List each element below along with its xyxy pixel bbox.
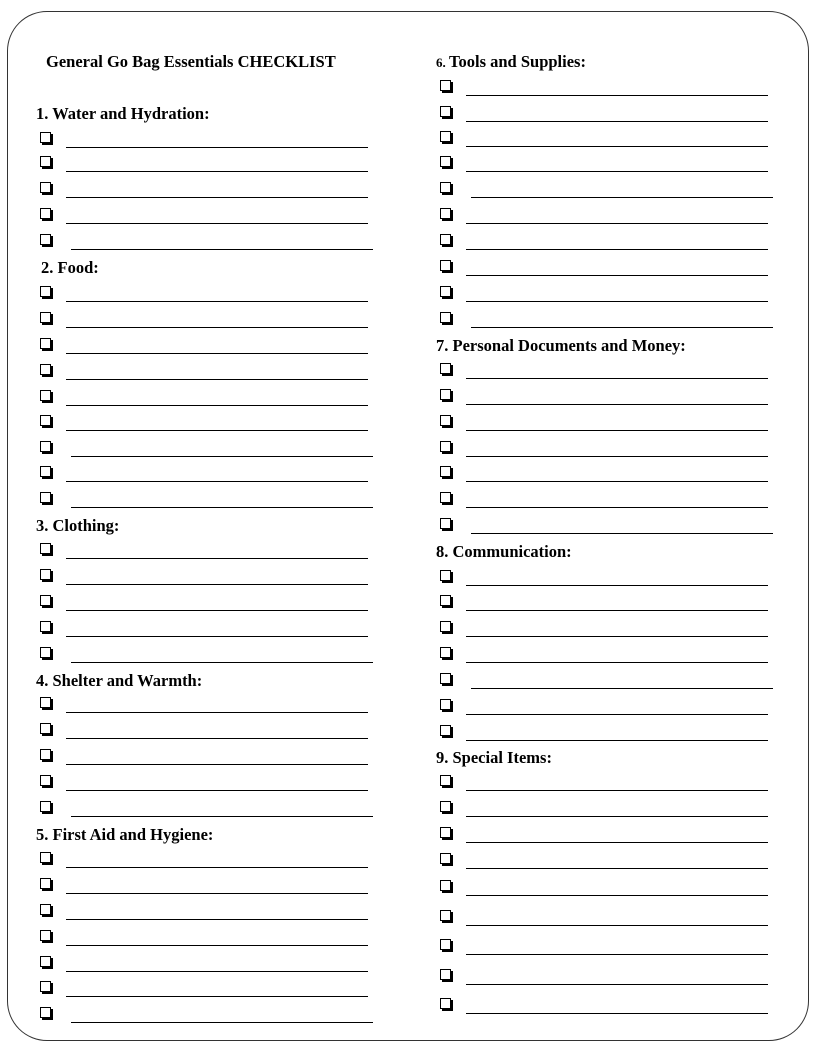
write-in-line[interactable] [466,404,768,405]
write-in-line[interactable] [466,378,768,379]
write-in-line[interactable] [466,740,768,741]
write-in-line[interactable] [66,712,368,713]
checkbox[interactable] [440,492,451,503]
write-in-line[interactable] [66,353,368,354]
checkbox[interactable] [440,234,451,245]
write-in-line[interactable] [466,507,768,508]
write-in-line[interactable] [466,662,768,663]
checkbox[interactable] [440,441,451,452]
checkbox[interactable] [40,1007,51,1018]
checkbox[interactable] [440,725,451,736]
write-in-line[interactable] [466,842,768,843]
checkbox[interactable] [40,182,51,193]
section-heading: 1. Water and Hydration: [36,104,210,123]
checkbox[interactable] [440,570,451,581]
checkbox[interactable] [440,853,451,864]
write-in-line[interactable] [66,996,368,997]
checkbox[interactable] [40,132,51,143]
checkbox[interactable] [440,286,451,297]
checkbox[interactable] [40,775,51,786]
checkbox[interactable] [440,260,451,271]
section-heading: 2. Food: [41,258,99,277]
write-in-line[interactable] [71,816,373,817]
checkbox[interactable] [440,699,451,710]
checkbox[interactable] [40,415,51,426]
checkbox[interactable] [440,106,451,117]
write-in-line[interactable] [466,868,768,869]
checkbox[interactable] [40,466,51,477]
write-in-line[interactable] [66,558,368,559]
section-heading: 4. Shelter and Warmth: [36,671,203,690]
checkbox[interactable] [40,390,51,401]
checkbox[interactable] [40,723,51,734]
write-in-line[interactable] [466,275,768,276]
write-in-line[interactable] [66,171,368,172]
checkbox[interactable] [40,878,51,889]
section-heading [436,52,586,72]
checkbox[interactable] [40,569,51,580]
checkbox[interactable] [40,749,51,760]
checkbox[interactable] [440,466,451,477]
checkbox[interactable] [440,969,451,980]
checkbox[interactable] [440,131,451,142]
write-in-line[interactable] [466,925,768,926]
checkbox[interactable] [40,981,51,992]
checkbox[interactable] [40,647,51,658]
write-in-line[interactable] [466,249,768,250]
checkbox[interactable] [440,389,451,400]
checkbox[interactable] [40,234,51,245]
write-in-line[interactable] [466,171,768,172]
checkbox[interactable] [40,312,51,323]
checkbox[interactable] [40,208,51,219]
checkbox[interactable] [440,880,451,891]
write-in-line[interactable] [66,919,368,920]
checkbox[interactable] [440,312,451,323]
write-in-line[interactable] [466,585,768,586]
checkbox[interactable] [440,775,451,786]
checkbox[interactable] [440,415,451,426]
write-in-line[interactable] [466,95,768,96]
write-in-line[interactable] [466,984,768,985]
write-in-line[interactable] [471,327,773,328]
write-in-line[interactable] [466,223,768,224]
write-in-line[interactable] [66,430,368,431]
section-number: 6. [436,55,449,70]
checkbox[interactable] [40,852,51,863]
checkbox[interactable] [440,998,451,1009]
checkbox[interactable] [40,801,51,812]
write-in-line[interactable] [66,971,368,972]
write-in-line[interactable] [466,121,768,122]
write-in-line[interactable] [66,610,368,611]
write-in-line[interactable] [466,146,768,147]
write-in-line[interactable] [66,147,368,148]
write-in-line[interactable] [466,456,768,457]
write-in-line[interactable] [471,688,773,689]
checkbox[interactable] [40,621,51,632]
write-in-line[interactable] [66,738,368,739]
checkbox[interactable] [440,80,451,91]
checkbox[interactable] [440,156,451,167]
write-in-line[interactable] [466,714,768,715]
write-in-line[interactable] [66,867,368,868]
checkbox[interactable] [440,827,451,838]
write-in-line[interactable] [66,636,368,637]
write-in-line[interactable] [71,1022,373,1023]
section-title: Tools and Supplies: [449,52,586,71]
write-in-line[interactable] [471,533,773,534]
checkbox[interactable] [40,492,51,503]
write-in-line[interactable] [466,816,768,817]
checkbox[interactable] [440,208,451,219]
section-heading: 5. First Aid and Hygiene: [36,825,214,844]
write-in-line[interactable] [71,456,373,457]
write-in-line[interactable] [471,197,773,198]
checkbox[interactable] [440,518,451,529]
write-in-line[interactable] [66,945,368,946]
checkbox[interactable] [440,363,451,374]
checkbox[interactable] [40,697,51,708]
checkbox[interactable] [440,647,451,658]
checkbox[interactable] [40,930,51,941]
write-in-line[interactable] [466,790,768,791]
write-in-line[interactable] [66,301,368,302]
write-in-line[interactable] [66,584,368,585]
section-heading: 8. Communication: [436,542,572,561]
section-heading: 3. Clothing: [36,516,120,535]
write-in-line[interactable] [71,507,373,508]
write-in-line[interactable] [66,223,368,224]
checkbox[interactable] [40,956,51,967]
write-in-line[interactable] [66,197,368,198]
write-in-line[interactable] [71,249,373,250]
write-in-line[interactable] [466,954,768,955]
checkbox[interactable] [440,182,451,193]
write-in-line[interactable] [71,662,373,663]
write-in-line[interactable] [66,893,368,894]
checkbox[interactable] [440,801,451,812]
page-title: General Go Bag Essentials CHECKLIST [46,52,336,71]
write-in-line[interactable] [66,405,368,406]
checkbox[interactable] [440,910,451,921]
write-in-line[interactable] [466,636,768,637]
checkbox[interactable] [440,595,451,606]
checkbox[interactable] [40,286,51,297]
write-in-line[interactable] [66,327,368,328]
checkbox[interactable] [40,904,51,915]
write-in-line[interactable] [466,481,768,482]
write-in-line[interactable] [466,610,768,611]
page-border [7,11,809,1041]
checkbox[interactable] [40,364,51,375]
write-in-line[interactable] [66,790,368,791]
checkbox[interactable] [40,338,51,349]
write-in-line[interactable] [466,301,768,302]
checkbox[interactable] [440,673,451,684]
write-in-line[interactable] [466,1013,768,1014]
checkbox[interactable] [40,543,51,554]
checkbox[interactable] [40,156,51,167]
write-in-line[interactable] [466,895,768,896]
write-in-line[interactable] [66,379,368,380]
write-in-line[interactable] [66,764,368,765]
checkbox[interactable] [40,595,51,606]
section-heading: 7. Personal Documents and Money: [436,336,686,355]
section-heading: 9. Special Items: [436,748,552,767]
checkbox[interactable] [40,441,51,452]
write-in-line[interactable] [466,430,768,431]
checkbox[interactable] [440,621,451,632]
write-in-line[interactable] [66,481,368,482]
checkbox[interactable] [440,939,451,950]
